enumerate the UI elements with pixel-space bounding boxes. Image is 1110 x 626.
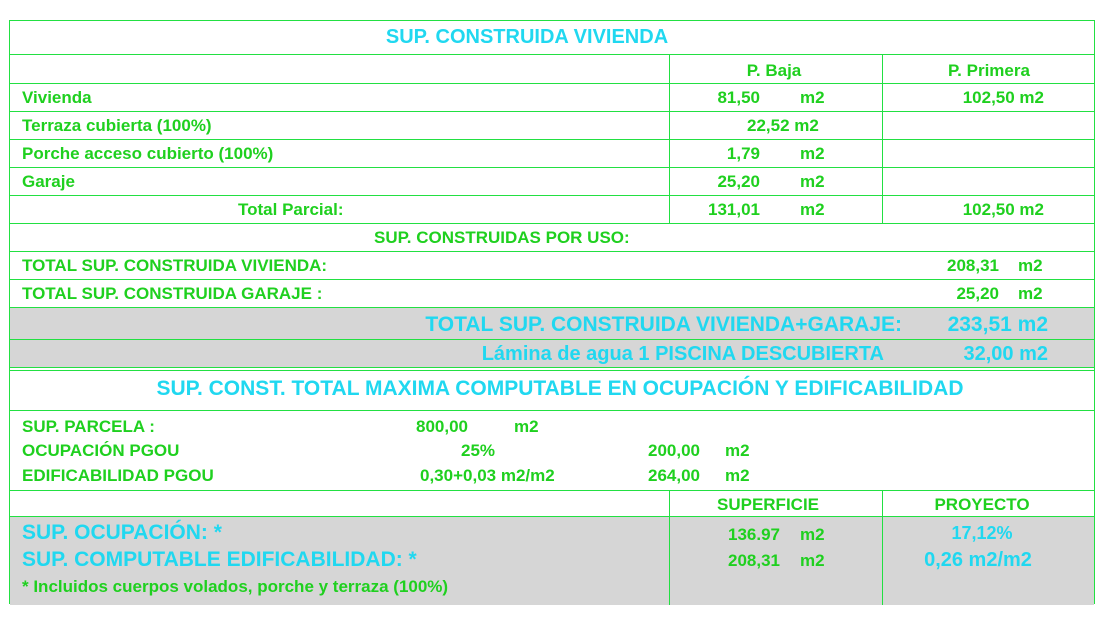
col-header-proyecto: PROYECTO xyxy=(934,495,1030,514)
surface-table xyxy=(9,20,1095,604)
ocupacion-unit: m2 xyxy=(725,441,750,460)
row-value-baja: 22,52 m2 xyxy=(747,116,819,135)
row-value-baja: 1,79 xyxy=(726,144,760,163)
piscina-label: Lámina de agua 1 PISCINA DESCUBIERTA xyxy=(481,343,884,365)
edif-ratio: 0,30+0,03 m2/m2 xyxy=(420,466,555,485)
total-general-label: TOTAL SUP. CONSTRUIDA VIVIENDA+GARAJE: xyxy=(425,313,902,336)
total-garaje-unit: m2 xyxy=(1018,284,1043,303)
maxima-heading: SUP. CONST. TOTAL MAXIMA COMPUTABLE EN OCUPACIÓN Y EDIFICABILIDAD xyxy=(156,377,964,400)
row-unit-baja: m2 xyxy=(800,88,825,107)
col-header-superficie: SUPERFICIE xyxy=(716,495,820,514)
total-parcial-primera: 102,50 m2 xyxy=(962,200,1044,219)
por-uso-heading: SUP. CONSTRUIDAS POR USO: xyxy=(374,228,630,247)
sup-ocupacion-unit: m2 xyxy=(800,525,825,544)
sup-edif-value: 208,31 xyxy=(728,551,780,570)
sup-ocupacion-proyecto: 17,12% xyxy=(951,523,1013,543)
ocupacion-pct: 25% xyxy=(460,441,496,460)
total-parcial-unit: m2 xyxy=(800,200,825,219)
total-vivienda-label: TOTAL SUP. CONSTRUIDA VIVIENDA: xyxy=(22,256,328,275)
sup-edif-label: SUP. COMPUTABLE EDIFICABILIDAD: * xyxy=(22,548,417,571)
row-label: Vivienda xyxy=(22,88,92,107)
row-value-baja: 25,20 xyxy=(717,172,760,191)
total-general-value: 233,51 m2 xyxy=(947,313,1048,336)
total-parcial-baja: 131,01 xyxy=(708,200,760,219)
total-garaje-label: TOTAL SUP. CONSTRUIDA GARAJE : xyxy=(22,284,323,303)
piscina-value: 32,00 m2 xyxy=(963,343,1048,365)
edif-value: 264,00 xyxy=(648,466,700,485)
sup-ocupacion-value: 136.97 xyxy=(728,525,780,544)
col-header-primera: P. Primera xyxy=(948,61,1030,80)
parcela-value: 800,00 xyxy=(416,417,468,436)
edif-label: EDIFICABILIDAD PGOU xyxy=(22,466,214,485)
total-vivienda-unit: m2 xyxy=(1018,256,1043,275)
sup-ocupacion-label: SUP. OCUPACIÓN: * xyxy=(22,521,222,544)
ocupacion-value: 200,00 xyxy=(648,441,700,460)
parcela-unit: m2 xyxy=(514,417,539,436)
footnote: * Incluidos cuerpos volados, porche y terraza (100%) xyxy=(22,577,449,596)
col-header-baja: P. Baja xyxy=(746,61,802,80)
row-value-primera: 102,50 m2 xyxy=(962,88,1044,107)
row-value-baja: 81,50 xyxy=(717,88,760,107)
row-unit-baja: m2 xyxy=(800,144,825,163)
row-label: Garaje xyxy=(22,172,75,191)
total-garaje-value: 25,20 xyxy=(956,284,999,303)
edif-unit: m2 xyxy=(725,466,750,485)
total-vivienda-value: 208,31 xyxy=(947,256,999,275)
table-title: SUP. CONSTRUIDA VIVIENDA xyxy=(385,26,669,48)
ocupacion-label: OCUPACIÓN PGOU xyxy=(22,441,180,460)
total-parcial-label: Total Parcial: xyxy=(238,200,344,219)
sup-edif-unit: m2 xyxy=(800,551,825,570)
row-label: Terraza cubierta (100%) xyxy=(22,116,212,135)
parcela-label: SUP. PARCELA : xyxy=(22,417,155,436)
row-unit-baja: m2 xyxy=(800,172,825,191)
row-label: Porche acceso cubierto (100%) xyxy=(22,144,274,163)
sup-edif-proyecto: 0,26 m2/m2 xyxy=(924,549,1032,571)
